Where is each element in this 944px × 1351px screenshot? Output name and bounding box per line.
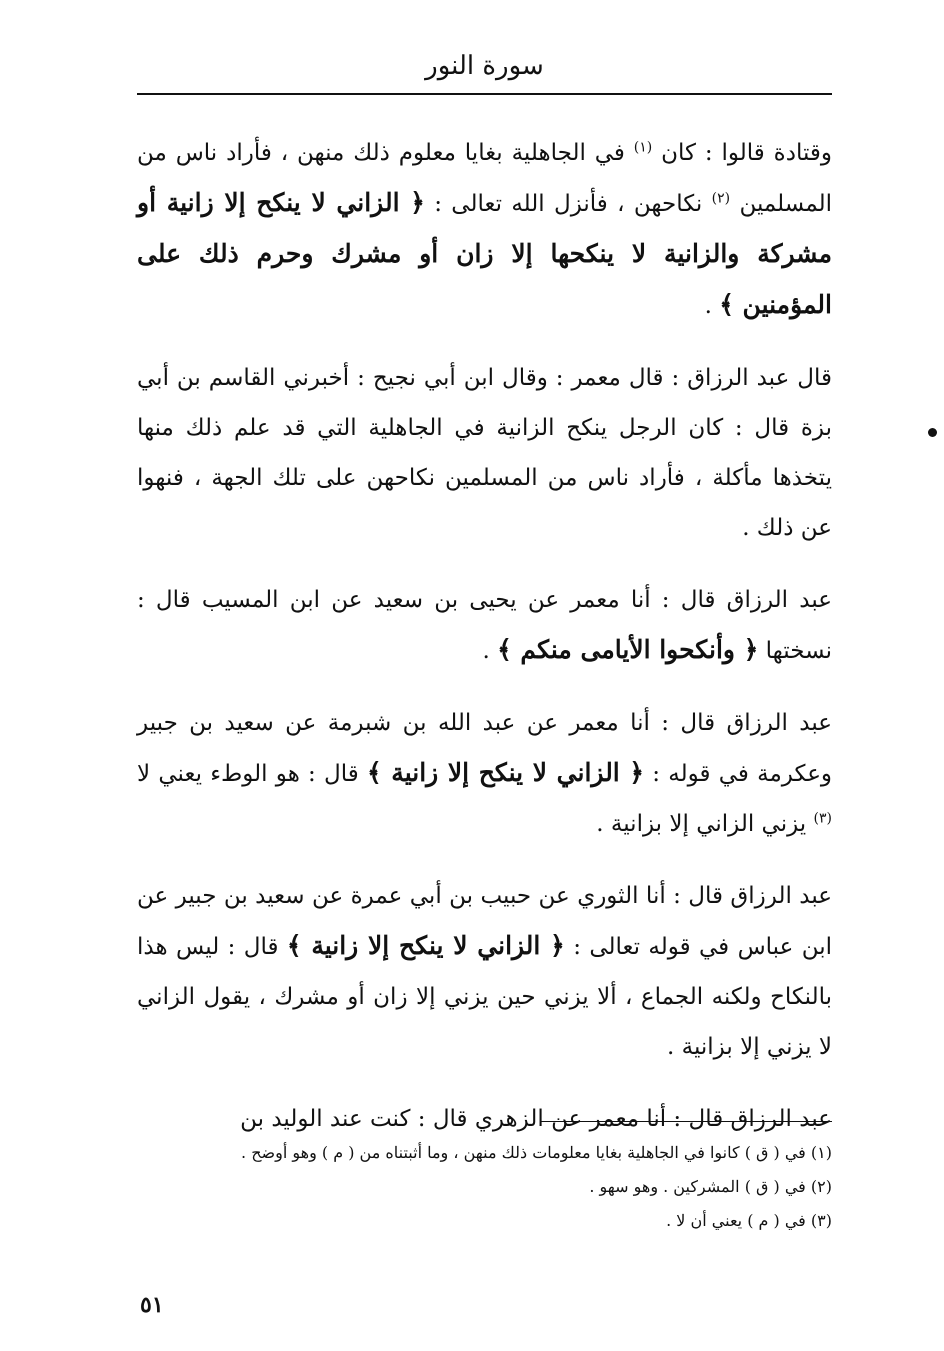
paragraph-text: . bbox=[704, 293, 712, 319]
footnote-3: (٣) في ( م ) يعني أن لا . bbox=[666, 1211, 832, 1230]
paragraph-text: يزني الزاني إلا بزانية . bbox=[596, 811, 807, 837]
paragraph-text: نكاحهن ، فأنزل الله تعالى : bbox=[434, 191, 703, 217]
main-text bbox=[137, 128, 832, 1166]
paragraph-text: عبد الرزاق قال : أنا معمر عن عبد الله بن شبرمة عن سعيد بن جبير وعكرمة في قوله : bbox=[137, 710, 833, 787]
quran-verse: ﴿ وأنكحوا الأيامى منكم ﴾ bbox=[497, 635, 759, 664]
footnotes bbox=[137, 1136, 832, 1238]
paragraph-3 bbox=[137, 575, 832, 676]
paragraph-4 bbox=[137, 698, 832, 849]
margin-dot-mark bbox=[928, 428, 937, 437]
paragraph-text: . bbox=[482, 638, 490, 664]
footnote-1: (١) في ( ق ) كانوا في الجاهلية بغايا معلومات ذلك منهن ، وما أثبتناه من ( م ) وهو أوضح . bbox=[241, 1143, 832, 1162]
footnote-divider bbox=[541, 1121, 832, 1122]
paragraph-5 bbox=[137, 871, 832, 1072]
paragraph-text: عبد الرزاق قال : أنا معمر عن يحيى بن سعيد عن ابن المسيب قال : نسختها bbox=[137, 587, 832, 664]
paragraph-text: عبد الرزاق قال : أنا الثوري عن حبيب بن أبي عمرة عن سعيد بن جبير عن ابن عباس في قوله تعالى : bbox=[137, 883, 833, 960]
paragraph-text: قال عبد الرزاق : قال معمر : وقال ابن أبي نجيح : أخبرني القاسم بن أبي بزة قال : كان الرجل ينكح الزانية في الجاهلية التي قد علم ذلك منها يتخذها مأكلة ، فأراد ناس من المسلمين نكاحهن على تلك الجهة ، فنهوا عن ذلك . bbox=[137, 365, 832, 541]
paragraph-text: قال : ليس هذا بالنكاح ولكنه الجماع ، ألا يزني حين يزني إلا زان أو مشرك ، يقول الزاني لا يزني إلا بزانية . bbox=[137, 934, 832, 1060]
header-divider bbox=[137, 93, 832, 95]
footnote-reference-1[interactable]: (١) bbox=[633, 139, 653, 156]
page-header-title: سورة النور bbox=[425, 51, 544, 81]
footnote-2: (٢) في ( ق ) المشركين . وهو سهو . bbox=[589, 1177, 832, 1196]
paragraph-1 bbox=[137, 128, 832, 331]
quran-verse: ﴿ الزاني لا ينكح إلا زانية ﴾ bbox=[367, 758, 645, 787]
footnote-reference-3[interactable]: (٣) bbox=[813, 810, 832, 827]
footnote-reference-2[interactable]: (٢) bbox=[711, 190, 731, 207]
page-number: ٥١ bbox=[140, 1292, 164, 1318]
paragraph-2 bbox=[137, 353, 832, 553]
paragraph-text: قال : هو الوطء يعني لا bbox=[137, 761, 359, 787]
paragraph-text: وقتادة قالوا : كان bbox=[661, 140, 833, 166]
quran-verse: ﴿ الزاني لا ينكح إلا زانية ﴾ bbox=[286, 931, 565, 960]
paragraph-text: عبد الرزاق قال : أنا معمر عن الزهري قال : كنت عند الوليد بن bbox=[240, 1106, 832, 1132]
paragraph-text: في الجاهلية بغايا معلوم ذلك منهن ، فأراد ناس من المسلمين bbox=[137, 140, 833, 217]
quran-verse: ﴿ الزاني لا ينكح إلا زانية أو مشركة والزانية لا ينكحها إلا زان أو مشرك وحرم ذلك على المؤمنين ﴾ bbox=[137, 188, 832, 319]
